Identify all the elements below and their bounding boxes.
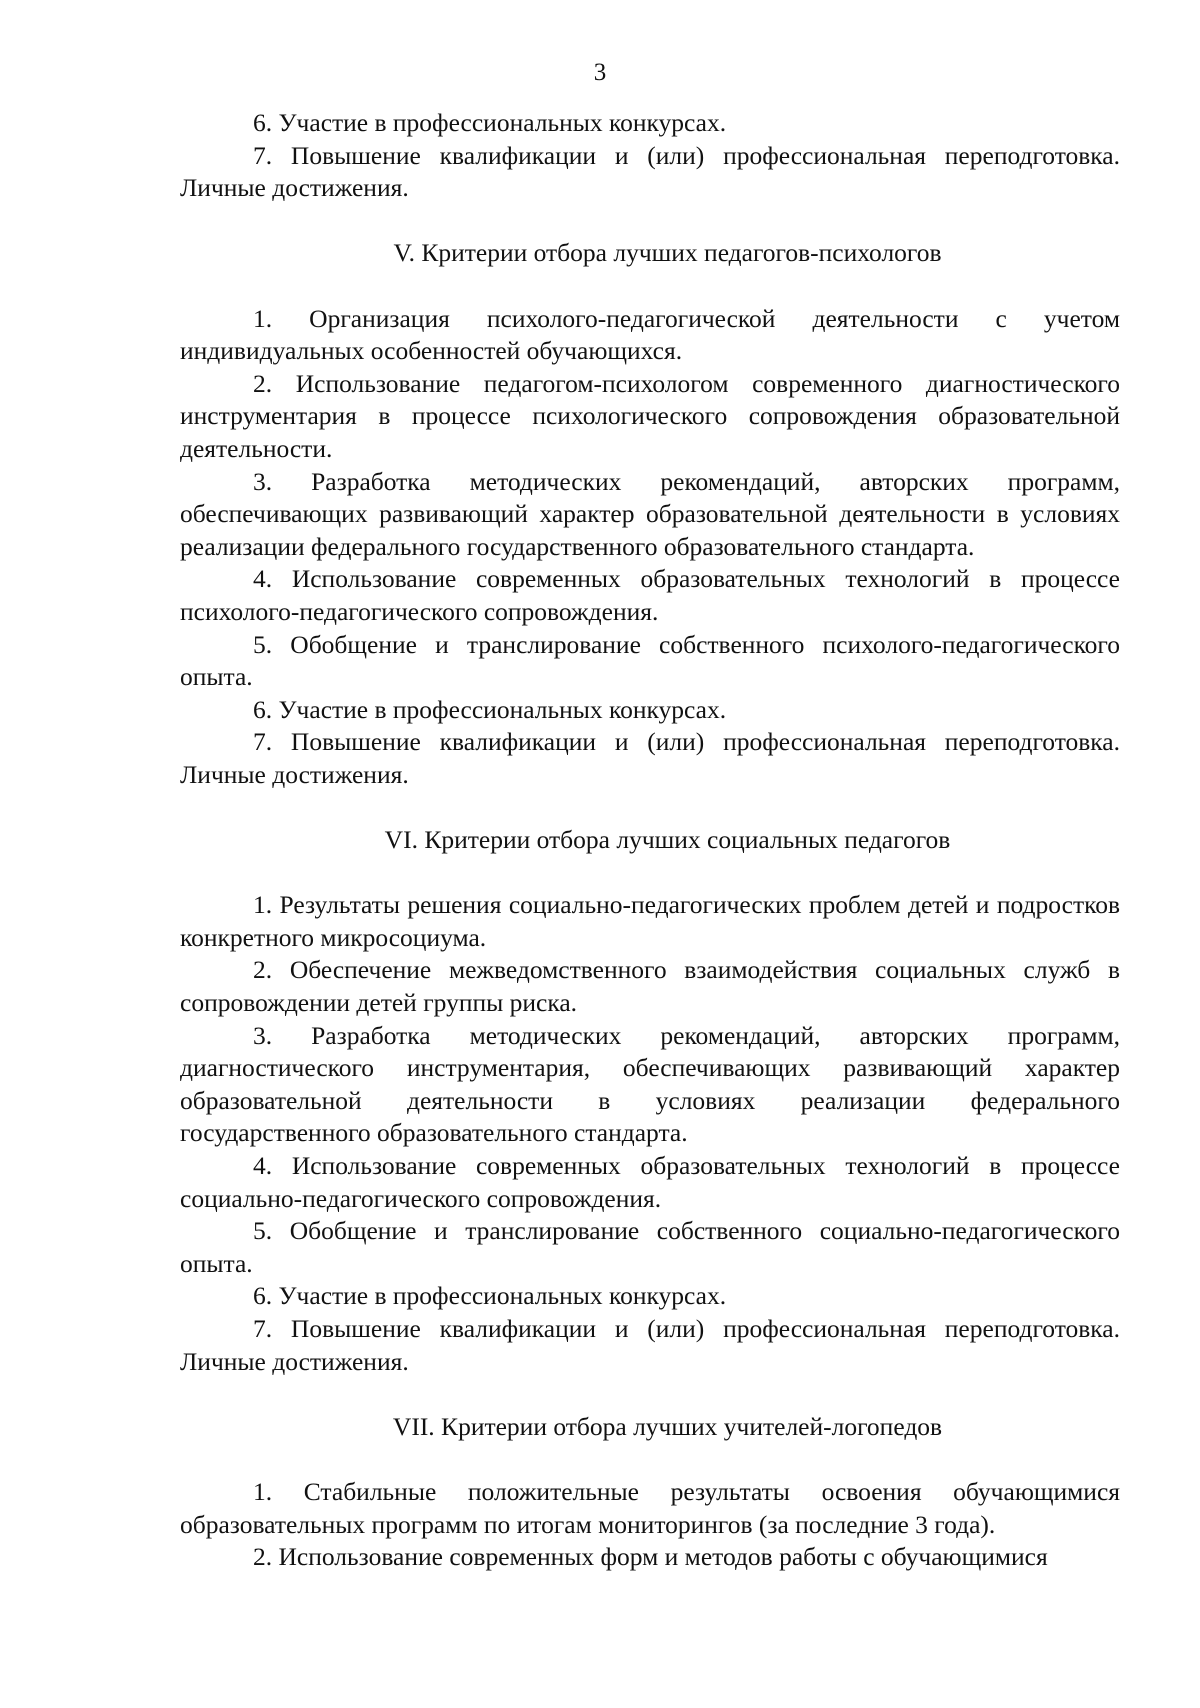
spacer — [180, 270, 1120, 303]
section-v-item-4: 4. Использование современных образовательных технологий в процессе психолого-педагогического сопровождения. — [180, 564, 1120, 626]
section-vii-item-1: 1. Стабильные положительные результаты освоения обучающимися образовательных программ по итогам мониторингов (за последние 3 года). — [180, 1476, 1120, 1539]
page-number: 3 — [593, 59, 607, 86]
section-heading-vii: VII. Критерии отбора лучших учителей-логопедов — [392, 1411, 943, 1441]
section-vi-item-4: 4. Использование современных образовательных технологий в процессе социально-педагогического сопровождения. — [180, 1151, 1120, 1213]
section-vi-item-6: 6. Участие в профессиональных конкурсах. — [253, 1281, 727, 1311]
spacer — [180, 1443, 1120, 1476]
section-vi-item-5: 5. Обобщение и транслирование собственного социально-педагогического опыта. — [180, 1216, 1120, 1278]
section-vii-item-2: 2. Использование современных форм и методов работы с обучающимися — [253, 1542, 1048, 1572]
section-vi-item-2: 2. Обеспечение межведомственного взаимодействия социальных служб в сопровождении детей группы риска. — [180, 955, 1120, 1018]
document-body — [180, 107, 1120, 1574]
section-vi-item-3: 3. Разработка методических рекомендаций, авторских программ, диагностического инструментария, обеспечивающих развивающий характер образовательной деятельности в условиях реализации федерального государственного образовательного стандарта. — [180, 1020, 1120, 1148]
spacer — [180, 1378, 1120, 1411]
section-v-item-3: 3. Разработка методических рекомендаций, авторских программ, обеспечивающих развивающий характер образовательной деятельности в условиях реализации федерального государственного образовательного стандарта. — [180, 466, 1120, 561]
spacer — [180, 205, 1120, 238]
section-vi-item-7: 7. Повышение квалификации и (или) профессиональная переподготовка. Личные достижения. — [180, 1313, 1120, 1376]
section-heading-v: V. Критерии отбора лучших педагогов-психологов — [393, 238, 942, 268]
section-v-item-2: 2. Использование педагогом-психологом современного диагностического инструментария в процессе психологического сопровождения образовательной деятельности. — [180, 368, 1120, 463]
spacer — [180, 791, 1120, 824]
section-v-item-5: 5. Обобщение и транслирование собственного психолого-педагогического опыта. — [180, 629, 1120, 692]
spacer — [180, 857, 1120, 890]
section-vi-item-1: 1. Результаты решения социально-педагогических проблем детей и подростков конкретного микросоциума. — [180, 890, 1120, 952]
intro-item-6: 6. Участие в профессиональных конкурсах. — [253, 108, 727, 137]
section-v-item-7: 7. Повышение квалификации и (или) профессиональная переподготовка. Личные достижения. — [180, 727, 1120, 789]
section-v-item-1: 1. Организация психолого-педагогической деятельности с учетом индивидуальных особенностей обучающихся. — [180, 303, 1120, 366]
intro-item-7: 7. Повышение квалификации и (или) профессиональная переподготовка. Личные достижения. — [180, 140, 1120, 203]
section-v-item-6: 6. Участие в профессиональных конкурсах. — [253, 694, 727, 724]
section-heading-vi: VI. Критерии отбора лучших социальных педагогов — [384, 825, 951, 855]
